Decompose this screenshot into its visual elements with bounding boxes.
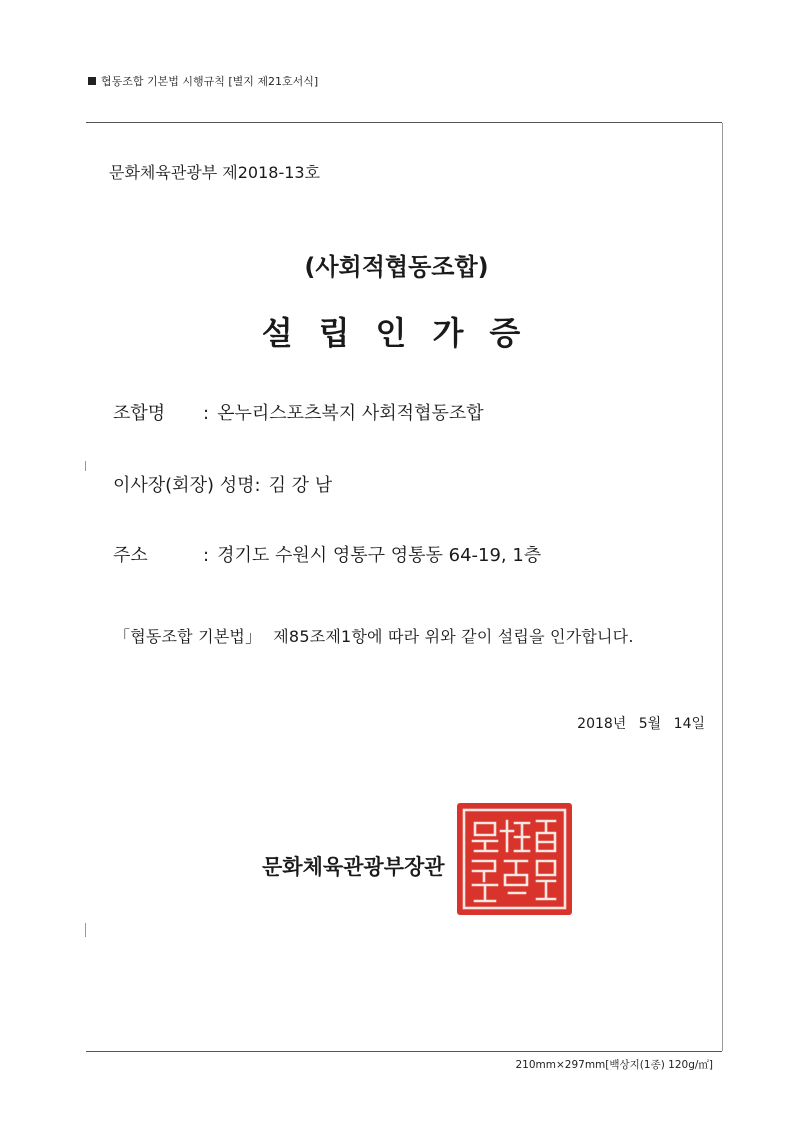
form-reference-text: 협동조합 기본법 시행규칙 [별지 제21호서식] — [101, 75, 319, 88]
field-label: 조합명 — [113, 403, 166, 424]
official-seal-icon — [455, 801, 574, 917]
approval-statement — [114, 624, 634, 647]
issue-date — [577, 713, 705, 733]
statement-law: 「협동조합 기본법」 — [114, 627, 262, 646]
square-bullet-icon — [88, 77, 96, 85]
paper-specification: 210mm×297mm[백상지(1종) 120g/㎡] — [515, 1059, 713, 1071]
field-value: 온누리스포츠복지 사회적협동조합 — [217, 403, 484, 424]
field-label: 이사장(회장) 성명 — [113, 475, 255, 496]
field-address: 주소 : 경기도 수원시 영통구 영통동 64-19, 1층 — [113, 541, 541, 567]
issue-date-month: 5월 — [638, 716, 662, 732]
issuer-title: 문화체육관광부장관 — [262, 855, 445, 879]
field-value: 경기도 수원시 영통구 영통동 64-19, 1층 — [217, 545, 542, 566]
form-reference — [88, 73, 318, 89]
certificate-number: 문화체육관광부 제2018-13호 — [109, 163, 321, 182]
certificate-subtitle: (사회적협동조합) — [304, 253, 489, 281]
field-cooperative-name: 조합명 : 온누리스포츠복지 사회적협동조합 — [113, 399, 484, 425]
certificate-title: 설립인가증 — [261, 314, 547, 352]
field-value: 김 강 남 — [268, 475, 333, 496]
field-chairperson-name: 이사장(회장) 성명 : 김 강 남 — [113, 471, 332, 497]
statement-body: 제85조제1항에 따라 위와 같이 설립을 인가합니다. — [273, 627, 634, 646]
field-label: 주소 — [113, 545, 148, 566]
issue-date-year: 2018년 — [577, 716, 627, 732]
issue-date-day: 14일 — [673, 716, 705, 732]
